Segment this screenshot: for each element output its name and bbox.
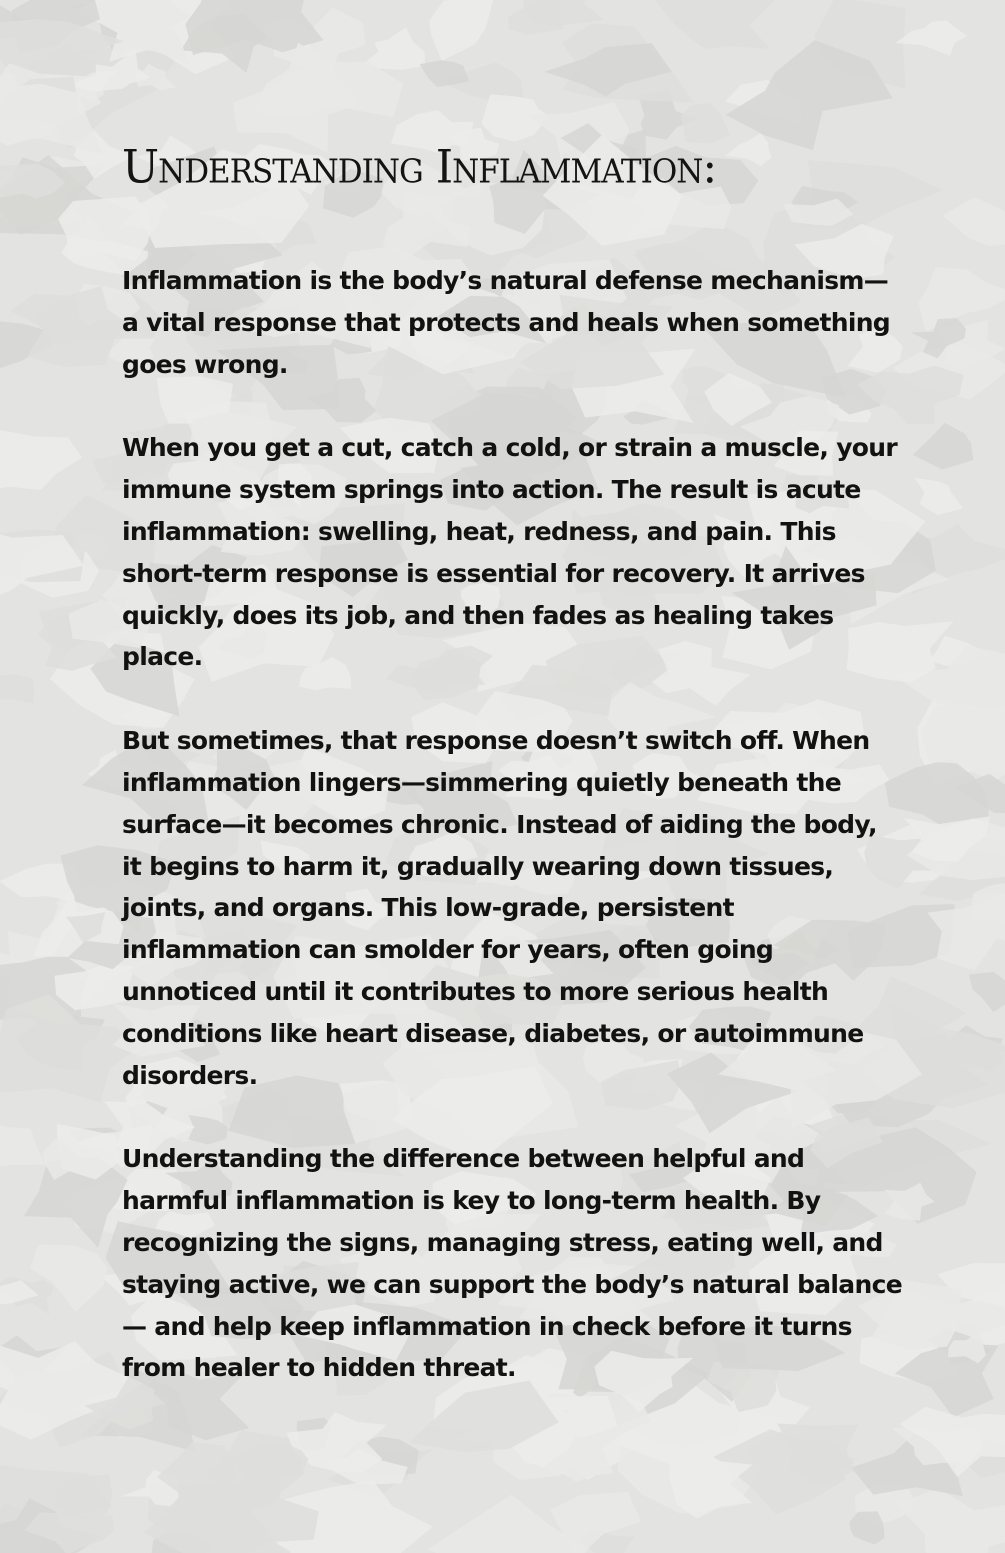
paragraph-intro: Inflammation is the body’s natural defense mechanism—a vital response that protects and heals when something goes wrong. bbox=[122, 266, 891, 379]
paragraph-chronic: But sometimes, that response doesn’t switch off. When inflammation lingers—simmering quietly beneath the surface—it becomes chronic. Instead of aiding the body, it begins to harm it, gradually wearing down tissues, joints, and organs. This low-grade, persistent inflammation can smolder for years, often going unnoticed until it contributes to more serious health conditions like heart disease, diabetes, or autoimmune disorders. bbox=[122, 726, 877, 1090]
paragraph-acute: When you get a cut, catch a cold, or strain a muscle, your immune system springs into action. The result is acute inflammation: swelling, heat, redness, and pain. This short-term response is essential for recovery. It arrives quickly, does its job, and then fades as healing takes place. bbox=[122, 433, 898, 672]
camo-blob bbox=[0, 674, 34, 703]
document-body bbox=[122, 130, 902, 1389]
paragraph-conclusion: Understanding the difference between helpful and harmful inflammation is key to long-term health. By recognizing the signs, managing stress, eating well, and staying active, we can support the body’s natural balance— and help keep inflammation in check before it turns from healer to hidden threat. bbox=[122, 1144, 902, 1383]
page-title: Understanding Inflammation: bbox=[122, 140, 717, 195]
